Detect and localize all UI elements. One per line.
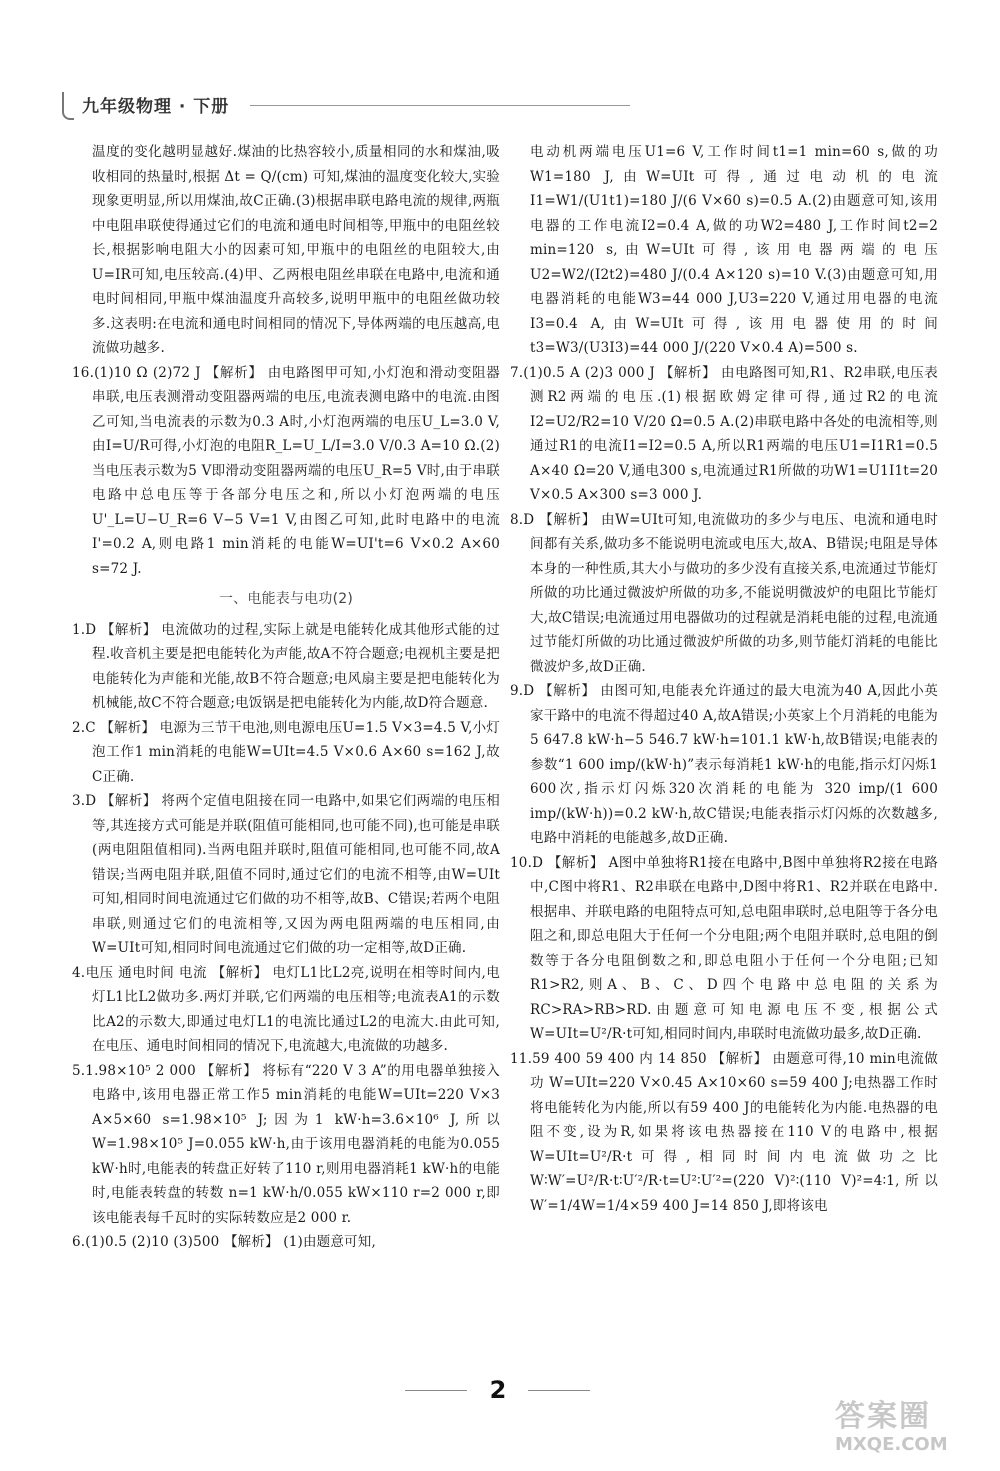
answer-continuation: 电动机两端电压U1=6 V,工作时间t1=1 min=60 s,做的功W1=180 J,由W=UIt可得,通过电动机的电流I1=W1/(U1t1)=180 J/(6 V×60 s)=0.5 A.(2)由题意可知,该用电器的工作电流I2=0.4 A,做的功W2=480 J,工作时间t2=2 min=120 s,由W=UIt可得,该用电器两端的电压U2=W2/(I2t2)=480 J/(0.4 A×120 s)=10 V.(3)由题意可知,用电器消耗的电能W3=44 000 J,U3=220 V,通过用电器的电流I3=0.4 A,由W=UIt可得,该用电器使用的时间t3=W3/(U3I3)=44 000 J/(220 V×0.4 A)=500 s. xyxy=(530,144,938,356)
answer-item: 5.1.98×10⁵ 2 000 【解析】 将标有“220 V 3 A”的用电器单独接入电路中,该用电器正常工作5 min消耗的电能W=UIt=220 V×3 A×5×60 s=1.98×10⁵ J;因为1 kW·h=3.6×10⁶ J,所以W=1.98×10⁵ J=0.055 kW·h,由于该用电器消耗的电能为0.055 kW·h时,电能表的转盘正好转了110 r,则用电器消耗1 kW·h的电能时,电能表转盘的转数 n=1 kW·h/0.055 kW×110 r=2 000 r,即该电能表每千瓦时的实际转数应是2 000 r. xyxy=(72,1062,500,1226)
watermark-text: 答案圈 xyxy=(835,1399,931,1434)
right-column xyxy=(510,140,938,1240)
header-title: 九年级物理 · 下册 xyxy=(82,97,230,117)
header-rule xyxy=(250,105,630,106)
answer-item: 9.D 【解析】 由图可知,电能表允许通过的最大电流为40 A,因此小英家干路中的电流不得超过40 A,故A错误;小英家上个月消耗的电能为5 647.8 kW·h−5 546.7 kW·h=101.1 kW·h,故B错误;电能表的参数“1 600 imp/(kW·h)”表示每消耗1 kW·h的电能,指示灯闪烁1 600次,指示灯闪烁320次消耗的电能为 320 imp/(1 600 imp/(kW·h))=0.2 kW·h,故C错误;电能表指示灯闪烁的次数越多,电路中消耗的电能越多,故D正确. xyxy=(510,683,938,846)
left-column xyxy=(72,140,501,1250)
answer-continuation: 温度的变化越明显越好.煤油的比热容较小,质量相同的水和煤油,吸收相同的热量时,根据 Δt = Q/(cm) 可知,煤油的温度变化较大,实验现象更明显,所以用煤油,故C正确.(3)根据串联电路电流的规律,两瓶中电阻串联使得通过它们的电流和通电时间相等,甲瓶中的电阻丝较长,根据影响电阻大小的因素可知,甲瓶中的电阻丝的电阻较大,由U=IR可知,电压较高.(4)甲、乙两根电阻丝串联在电路中,电流和通电时间相同,甲瓶中煤油温度升高较多,说明甲瓶中的电阻丝做功较多.这表明:在电流和通电时间相同的情况下,导体两端的电压越高,电流做功越多. xyxy=(92,144,500,356)
header-bracket-ornament xyxy=(62,92,74,120)
answer-item: 10.D 【解析】 A图中单独将R1接在电路中,B图中单独将R2接在电路中,C图中将R1、R2串联在电路中,D图中将R1、R2并联在电路中.根据串、并联电路的电阻特点可知,总电阻串联时,总电阻等于各分电阻之和,即总电阻大于任何一个分电阻;两个电阻并联时,总电阻的倒数等于各分电阻倒数之和,即总电阻小于任何一个分电阻;已知R1>R2,则A、B、C、D四个电路中总电阻的关系为RC>RA>RB>RD.由题意可知电源电压不变,根据公式W=UIt=U²/R·t可知,相同时间内,串联时电流做功最多,故D正确. xyxy=(510,854,938,1042)
left-column-before-section xyxy=(72,140,500,581)
site-watermark-logo xyxy=(835,1400,985,1462)
footer-rule-right xyxy=(528,1390,590,1391)
answer-item: 7.(1)0.5 A (2)3 000 J 【解析】 由电路图可知,R1、R2串联,电压表测R2两端的电压.(1)根据欧姆定律可得,通过R2的电流I2=U2/R2=10 V/20 Ω=0.5 A.(2)串联电路中各处的电流相等,则通过R1的电流I1=I2=0.5 A,所以R1两端的电压U1=I1R1=0.5 A×40 Ω=20 V,通电300 s,电流通过R1所做的功W1=U1I1t=20 V×0.5 A×300 s=3 000 J. xyxy=(510,364,938,503)
answer-item: 2.C 【解析】 电源为三节干电池,则电源电压U=1.5 V×3=4.5 V,小灯泡工作1 min消耗的电能W=UIt=4.5 V×0.6 A×60 s=162 J,故C正确. xyxy=(72,719,500,785)
footer-rule-left xyxy=(405,1390,467,1391)
right-column-paragraphs xyxy=(510,140,938,1218)
answer-item: 6.(1)0.5 (2)10 (3)500 【解析】 (1)由题意可知, xyxy=(72,1234,376,1250)
answer-item: 1.D 【解析】 电流做功的过程,实际上就是电能转化成其他形式能的过程.收音机主要是把电能转化为声能,故A不符合题意;电视机主要是把电能转化为声能和光能,故B不符合题意;电风扇主要是把电能转化为机械能,故C不符合题意;电饭锅是把电能转化为内能,故D符合题意. xyxy=(72,621,500,711)
answer-item: 11.59 400 59 400 内 14 850 【解析】 由题意可得,10 min电流做功 W=UIt=220 V×0.45 A×10×60 s=59 400 J;电热器工作时将电能转化为内能,所以有59 400 J的电能转化为内能.电热器的电阻不变,设为R,如果将该电热器接在110 V的电路中,根据W=UIt=U²/R·t可得,相同时间内电流做功之比 W∶W′=U²/R·t∶U′²/R·t=U²∶U′²=(220 V)²∶(110 V)²=4∶1,所以W′=1/4W=1/4×59 400 J=14 850 J,即将该电 xyxy=(510,1050,938,1214)
answer-item: 3.D 【解析】 将两个定值电阻接在同一电路中,如果它们两端的电压相等,其连接方式可能是并联(阻值可能相同,也可能不同),也可能是串联(两电阻阻值相同).当两电阻并联时,阻值可能相同,也可能不同,故A错误;当两电阻并联,阻值不同时,通过它们的电流不相等,由W=UIt可知,相同时间电流通过它们做的功不相等,故B、C错误;若两个电阻串联,则通过它们的电流相等,又因为两电阻两端的电压相同,由W=UIt可知,相同时间电流通过它们做的功一定相等,故D正确. xyxy=(72,793,501,956)
section-title: 一、电能表与电功(2) xyxy=(218,591,354,607)
left-column-after-section xyxy=(72,618,500,1255)
answer-item: 16.(1)10 Ω (2)72 J 【解析】 由电路图甲可知,小灯泡和滑动变阻器串联,电压表测滑动变阻器两端的电压,电流表测电路中的电流.由图乙可知,当电流表的示数为0.3 A时,小灯泡两端的电压U_L=3.0 V,由I=U/R可得,小灯泡的电阻R_L=U_L/I=3.0 V/0.3 A=10 Ω.(2)当电压表示数为5 V即滑动变阻器两端的电压U_R=5 V时,由于串联电路中总电压等于各部分电压之和,所以小灯泡两端的电压U'_L=U−U_R=6 V−5 V=1 V,由图乙可知,此时电路中的电流 I'=0.2 A,则电路1 min消耗的电能W=UI't=6 V×0.2 A×60 s=72 J. xyxy=(72,364,500,577)
watermark-url: MXQE.COM xyxy=(835,1434,948,1455)
answer-item: 4.电压 通电时间 电流 【解析】 电灯L1比L2亮,说明在相等时间内,电灯L1比L2做功多.两灯并联,它们两端的电压相等;电流表A1的示数比A2的示数大,即通过电灯L1的电流比通过L2的电流大.由此可知,在电压、通电时间相同的情况下,电流越大,电流做的功越多. xyxy=(72,964,500,1054)
answer-item: 8.D 【解析】 由W=UIt可知,电流做功的多少与电压、电流和通电时间都有关系,做功多不能说明电流或电压大,故A、B错误;电阻是导体本身的一种性质,其大小与做功的多少没有直接关系,电流通过节能灯所做的功比通过微波炉所做的功多,不能说明微波炉的电阻比节能灯大,故C错误;电流通过用电器做功的过程就是消耗电能的过程,电流通过节能灯所做的功比通过微波炉所做的功多,则节能灯消耗的电能比微波炉多,故D正确. xyxy=(510,511,938,675)
page-header xyxy=(62,92,632,120)
page-number: 2 xyxy=(489,1376,507,1404)
